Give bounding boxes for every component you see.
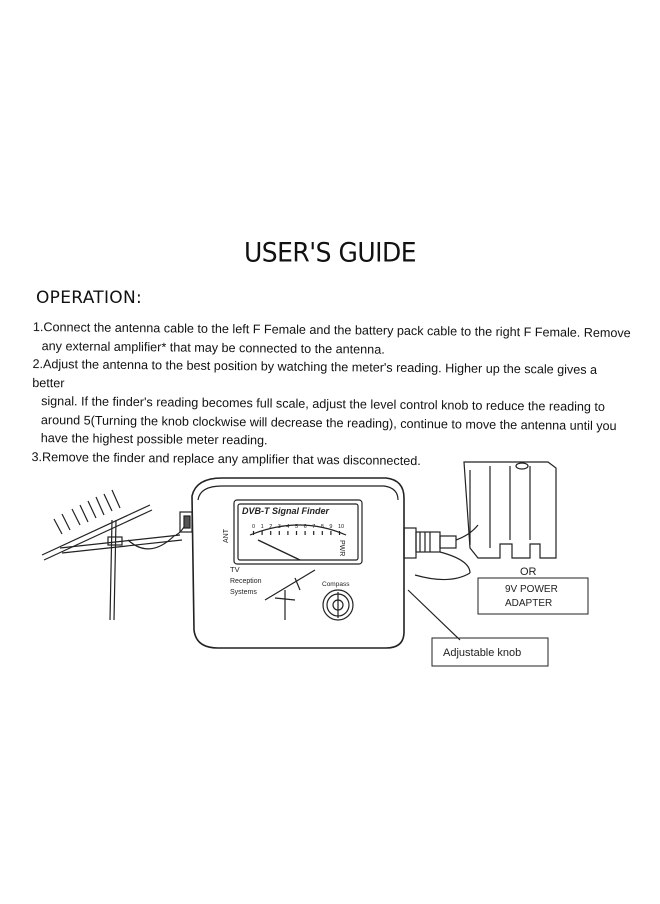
ant-label: ANT bbox=[223, 529, 230, 543]
scale-tick-label: 6 bbox=[303, 524, 307, 530]
or-label: OR bbox=[520, 566, 537, 578]
step-2-line-1: 2.Adjust the antenna to the best position by watching the meter's reading. Higher up the scale gives a better bbox=[32, 356, 598, 390]
scale-tick-label: 0 bbox=[252, 524, 256, 530]
step-1-line-1: 1.Connect the antenna cable to the left F Female and the battery pack cable to the right F Female. Remove bbox=[32, 319, 631, 341]
scale-tick-label: 2 bbox=[269, 524, 273, 530]
page-title: USER'S GUIDE bbox=[243, 237, 417, 268]
step-2-line-2: signal. If the finder's reading becomes full scale, adjust the level control knob to reduce the reading to bbox=[41, 394, 606, 414]
scale-tick-label: 5 bbox=[295, 524, 299, 530]
knob-callout-label: Adjustable knob bbox=[443, 647, 522, 659]
scale-tick-label: 10 bbox=[338, 524, 345, 530]
scale-tick-label: 3 bbox=[277, 524, 281, 530]
signal-finder-device bbox=[180, 478, 404, 648]
setup-illustration bbox=[0, 440, 660, 700]
tv-text-2: Reception bbox=[230, 578, 262, 585]
pwr-label: PWR bbox=[338, 540, 345, 557]
scale-tick-label: 1 bbox=[260, 524, 264, 530]
tv-text-1: TV bbox=[230, 565, 240, 574]
scale-tick-label: 7 bbox=[312, 524, 316, 530]
antenna-drawing bbox=[42, 490, 188, 620]
battery-pack bbox=[464, 462, 556, 558]
scale-tick-label: 4 bbox=[286, 524, 290, 530]
step-2-line-3: around 5(Turning the knob clockwise will decrease the reading), continue to move the antenna until you bbox=[40, 412, 617, 433]
step-1-line-2: any external amplifier* that may be connected to the antenna. bbox=[41, 338, 385, 357]
power-adapter-line-2: ADAPTER bbox=[505, 598, 553, 609]
tv-text-3: Systems bbox=[230, 589, 257, 596]
step-3-line-1: 3.Remove the finder and replace any amplifier that was disconnected. bbox=[31, 449, 421, 468]
section-heading: OPERATION: bbox=[36, 288, 143, 308]
scale-tick-label: 8 bbox=[320, 524, 324, 530]
step-2-line-4: have the highest possible meter reading. bbox=[40, 431, 268, 448]
scale-tick-label: 9 bbox=[329, 524, 333, 530]
device-brand: DVB-T Signal Finder bbox=[242, 506, 330, 516]
power-connector bbox=[404, 525, 478, 580]
logo-antenna-icon bbox=[265, 570, 315, 620]
compass-label: Compass bbox=[322, 581, 350, 588]
power-adapter-line-1: 9V POWER bbox=[505, 584, 558, 595]
compass-icon bbox=[323, 590, 353, 620]
